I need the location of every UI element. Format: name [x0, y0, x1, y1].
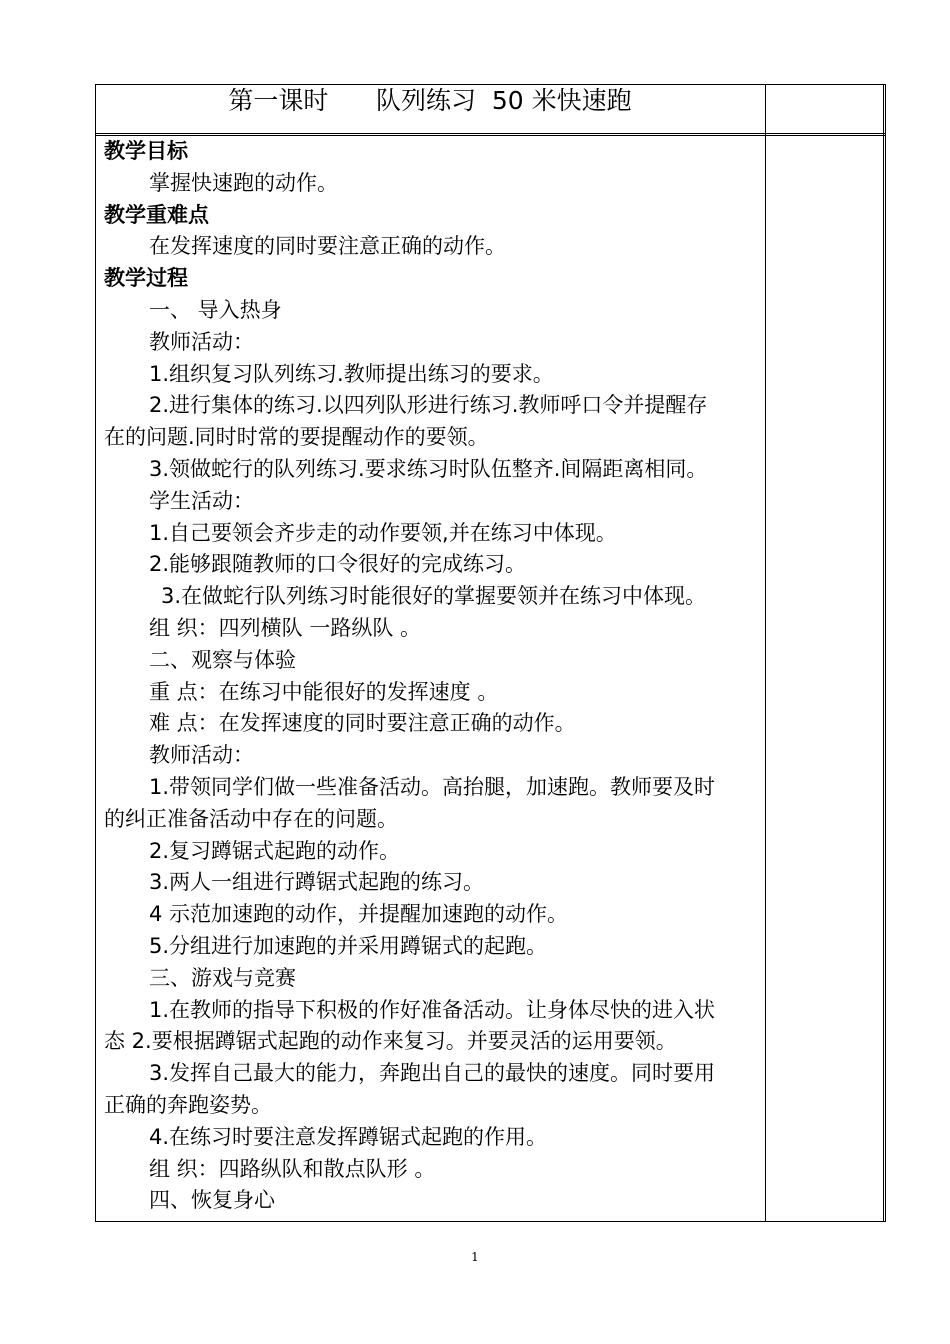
content-line: 组 织：四列横队 一路纵队 。	[149, 615, 422, 640]
table-right-border	[883, 84, 886, 1222]
content-line: 一、 导入热身	[149, 297, 282, 322]
section-heading: 教学目标	[104, 139, 188, 163]
content-line: 1.组织复习队列练习.教师提出练习的要求。	[149, 361, 554, 386]
content-line: 2.进行集体的练习.以四列队形进行练习.教师呼口令并提醒存	[149, 393, 708, 418]
section-heading: 教学过程	[104, 266, 188, 291]
content-line: 3.两人一组进行蹲锯式起跑的练习。	[149, 870, 485, 895]
content-line: 4 示范加速跑的动作，并提醒加速跑的动作。	[149, 902, 569, 927]
page-number: 1	[471, 1250, 479, 1264]
content-line: 2.能够跟随教师的口令很好的完成练习。	[149, 552, 527, 577]
content-line: 在发挥速度的同时要注意正确的动作。	[149, 234, 506, 259]
content-line: 教师活动：	[149, 743, 254, 768]
content-line: 二、观察与体验	[149, 647, 296, 672]
content-line: 1.自己要领会齐步走的动作要领,并在练习中体现。	[149, 520, 617, 545]
content-line: 2.复习蹲锯式起跑的动作。	[149, 838, 401, 863]
content-line: 学生活动：	[149, 488, 254, 513]
content-line: 5.分组进行加速跑的并采用蹲锯式的起跑。	[149, 933, 548, 958]
lesson-title: 第一课时 队列练习 50 米快速跑	[228, 86, 632, 115]
content-line: 四、恢复身心	[149, 1188, 275, 1213]
content-line: 4.在练习时要注意发挥蹲锯式起跑的作用。	[149, 1124, 548, 1149]
content-line: 在的问题.同时时常的要提醒动作的要领。	[104, 425, 489, 450]
content-line: 3.发挥自己最大的能力，奔跑出自己的最快的速度。同时要用	[149, 1061, 716, 1086]
content-line: 3.领做蛇行的队列练习.要求练习时队伍整齐.间隔距离相同。	[149, 456, 708, 481]
content-line: 1.在教师的指导下积极的作好准备活动。让身体尽快的进入状	[149, 997, 716, 1022]
content-line: 态 2.要根据蹲锯式起跑的动作来复习。并要灵活的运用要领。	[104, 1029, 677, 1054]
table-column-divider	[765, 84, 766, 1222]
section-heading: 教学重难点	[104, 202, 209, 227]
content-line: 难 点：在发挥速度的同时要注意正确的动作。	[149, 711, 576, 736]
content-line: 掌握快速跑的动作。	[149, 170, 338, 195]
content-line: 重 点：在练习中能很好的发挥速度 。	[149, 679, 499, 704]
content-line: 正确的奔跑姿势。	[104, 1092, 272, 1117]
content-line: 组 织：四路纵队和散点队形 。	[149, 1156, 436, 1181]
content-line: 教师活动：	[149, 329, 254, 354]
content-line: 3.在做蛇行队列练习时能很好的掌握要领并在练习中体现。	[161, 584, 707, 609]
content-line: 1.带领同学们做一些准备活动。高抬腿，加速跑。教师要及时	[149, 774, 716, 799]
table-header-divider	[95, 133, 886, 134]
lesson-content	[104, 136, 760, 1217]
content-line: 的纠正准备活动中存在的问题。	[104, 806, 398, 831]
content-line: 三、游戏与竞赛	[149, 965, 296, 990]
